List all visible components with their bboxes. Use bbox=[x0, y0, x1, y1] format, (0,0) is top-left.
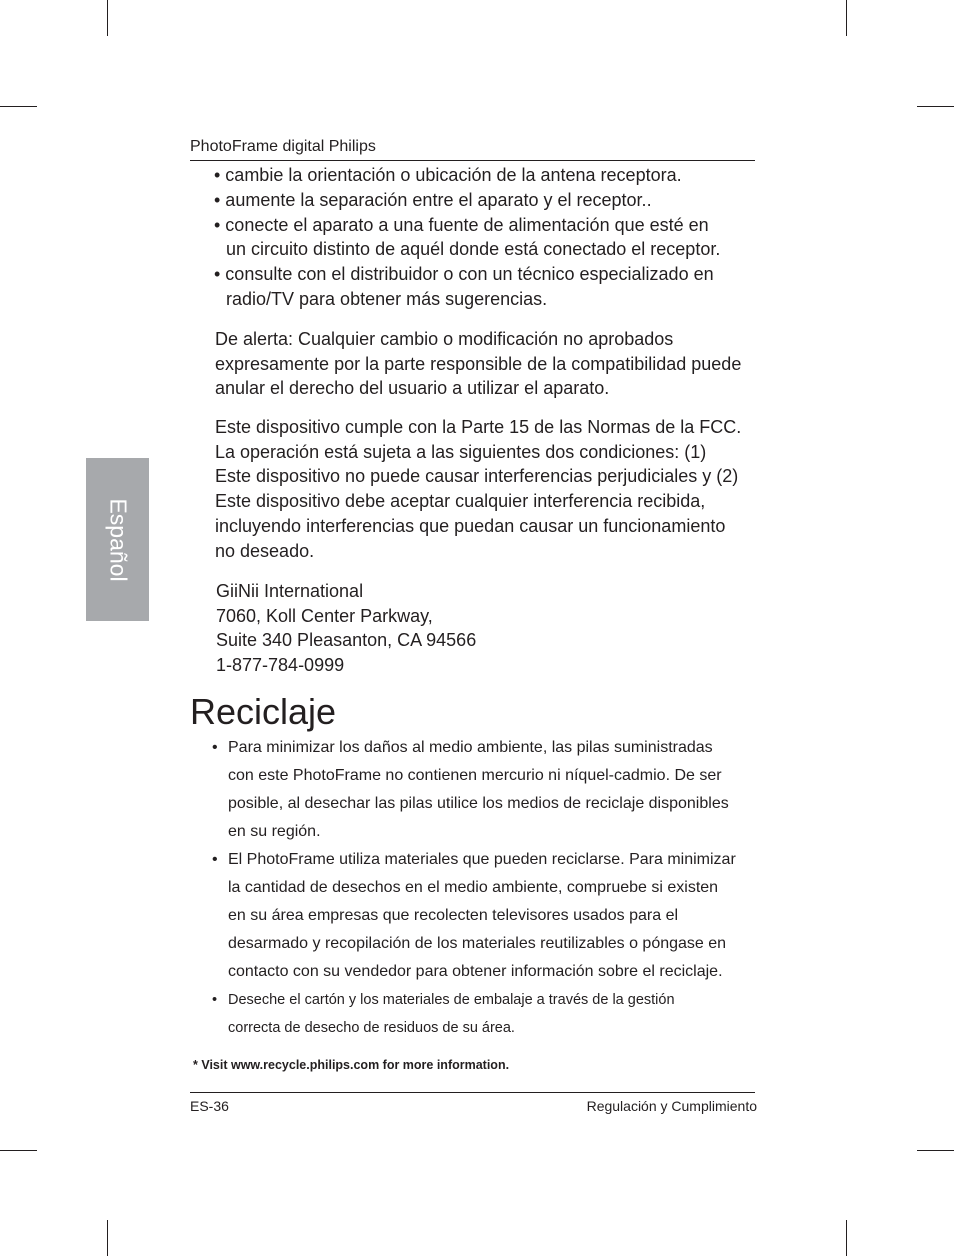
list-item: • conecte el aparato a una fuente de alimentación que esté en un circuito distinto de aquél donde está conectado el receptor. bbox=[214, 214, 721, 260]
crop-mark bbox=[917, 106, 954, 107]
crop-mark bbox=[0, 1150, 37, 1151]
recycling-list bbox=[212, 734, 767, 1042]
bullet: • bbox=[212, 992, 218, 1008]
page-number: ES-36 bbox=[190, 1098, 229, 1114]
interference-tips-list bbox=[214, 163, 759, 312]
crop-mark bbox=[846, 0, 847, 36]
list-item: • Deseche el cartón y los materiales de embalaje a través de la gestión correcta de desecho de residuos de su área. bbox=[212, 986, 767, 1042]
alert-paragraph: De alerta: Cualquier cambio o modificación no aprobados expresamente por la parte responsible de la compatibilidad puede anular el derecho del usuario a utilizar el aparato. bbox=[215, 329, 742, 399]
bullet: • bbox=[212, 739, 218, 756]
language-tab-label: Español bbox=[105, 497, 131, 582]
running-header: PhotoFrame digital Philips bbox=[190, 138, 376, 155]
crop-mark bbox=[107, 0, 108, 36]
header-divider bbox=[190, 160, 755, 161]
language-tab bbox=[86, 458, 149, 621]
section-title: Reciclaje bbox=[190, 691, 337, 732]
crop-mark bbox=[0, 106, 37, 107]
crop-mark bbox=[846, 1220, 847, 1256]
footnote: * Visit www.recycle.philips.com for more information. bbox=[193, 1058, 510, 1072]
crop-mark bbox=[107, 1220, 108, 1256]
list-item: • consulte con el distribuidor o con un técnico especializado en radio/TV para obtener más sugerencias. bbox=[214, 264, 714, 309]
footer-divider bbox=[190, 1092, 755, 1093]
list-item: • Para minimizar los daños al medio ambiente, las pilas suministradas con este PhotoFrame no contienen mercurio ni níquel-cadmio. De ser posible, al desechar las pilas utilice los medios de reciclaje disponibles en su región. bbox=[212, 734, 767, 846]
list-item: • cambie la orientación o ubicación de la antena receptora. bbox=[214, 165, 682, 185]
list-item: • aumente la separación entre el aparato y el receptor.. bbox=[214, 189, 652, 210]
list-item: • El PhotoFrame utiliza materiales que pueden reciclarse. Para minimizar la cantidad de desechos en el medio ambiente, compruebe si existen en su área empresas que recolecten televisores usados para el desarmado y recopilación de los materiales reutilizables o póngase en contacto con su vendedor para obtener información sobre el reciclaje. bbox=[212, 846, 767, 986]
bullet: • bbox=[212, 851, 218, 868]
crop-mark bbox=[917, 1150, 954, 1151]
fcc-paragraph: Este dispositivo cumple con la Parte 15 de las Normas de la FCC. La operación está sujeta a las siguientes dos condiciones: (1) Este dispositivo no puede causar interferencias perjudiciales y (2) Este dispositivo debe aceptar cualquier interferencia recibida, incluyendo interferencias que puedan causar un funcionamiento no deseado. bbox=[215, 417, 742, 561]
section-name: Regulación y Cumplimiento bbox=[586, 1098, 757, 1114]
company-address: GiiNii International 7060, Koll Center Parkway, Suite 340 Pleasanton, CA 94566 1-877-784-0999 bbox=[216, 581, 477, 676]
